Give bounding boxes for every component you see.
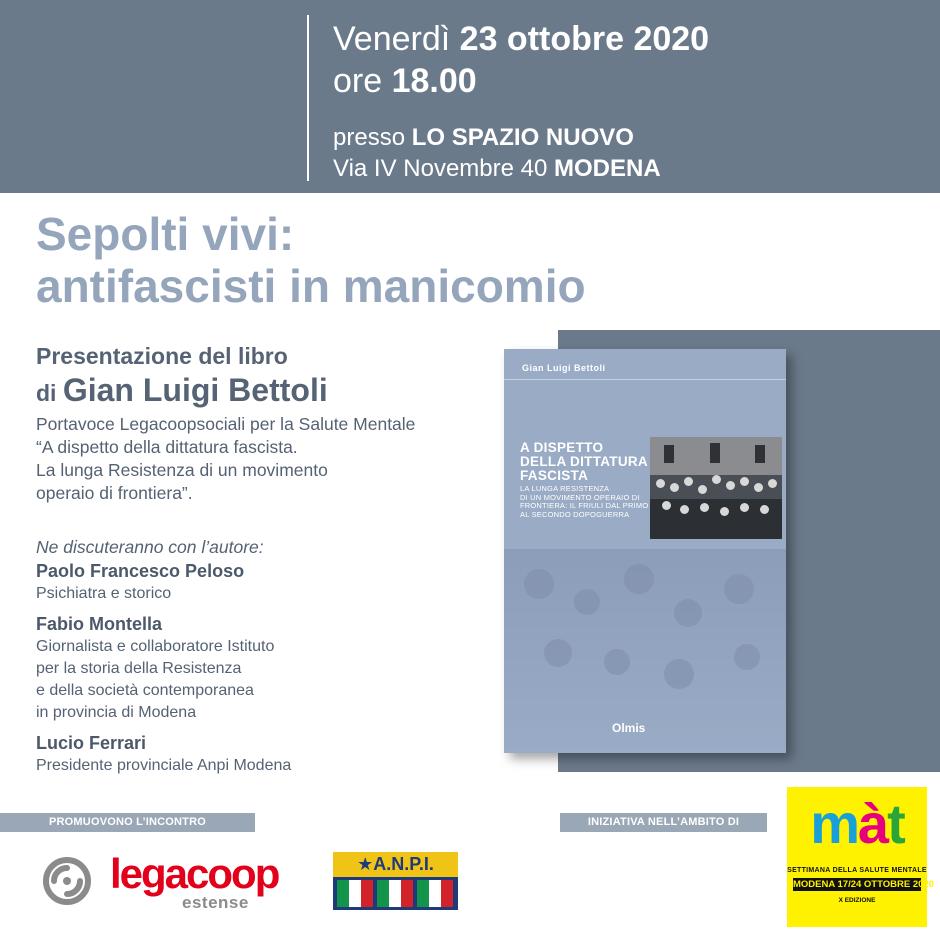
presentation-heading: Presentazione del libro: [36, 343, 288, 369]
event-address: [333, 155, 661, 183]
italy-flag-icon: [417, 880, 453, 907]
speaker: [36, 732, 456, 777]
speaker-name: Paolo Francesco Peloso: [36, 561, 245, 581]
speaker: [36, 560, 456, 605]
speaker-role: Presidente provinciale Anpi Modena: [36, 757, 292, 774]
title-line-2: antifascisti in manicomio: [36, 260, 586, 312]
page-title: [36, 208, 586, 312]
legacoop-swirl-icon: [34, 848, 100, 914]
venue-prefix: presso: [333, 124, 412, 151]
mat-tagline: SETTIMANA DELLA SALUTE MENTALE: [787, 867, 927, 874]
author-name: Gian Luigi Bettoli: [62, 372, 328, 408]
event-time: [333, 62, 477, 100]
book-subtitle: [520, 485, 648, 519]
discussion-heading: Ne discuteranno con l’autore:: [36, 537, 264, 557]
author-heading: [36, 372, 328, 409]
legacoop-logo: [34, 848, 279, 914]
book-author: Gian Luigi Bettoli: [522, 363, 606, 373]
book-cover-photo: [650, 437, 782, 539]
speaker-name: Fabio Montella: [36, 614, 162, 634]
mat-edition: X EDIZIONE: [838, 897, 876, 904]
promoters-label: PROMUOVONO L’INCONTRO: [0, 813, 255, 832]
time-prefix: ore: [333, 62, 392, 100]
legacoop-wordmark: legacoop: [110, 850, 279, 897]
header-band: [0, 0, 940, 193]
speaker: [36, 613, 456, 724]
anpi-logo: [333, 852, 458, 910]
speaker-role: Psichiatra e storico: [36, 585, 172, 602]
book-subtitle-line: FRONTIERA: IL FRIULI DAL PRIMO: [520, 501, 649, 510]
book-subtitle-line: AL SECONDO DOPOGUERRA: [520, 509, 630, 519]
italy-flag-icon: [377, 880, 413, 907]
book-publisher: Olmis: [612, 721, 646, 735]
mat-wordmark: màt: [810, 792, 904, 855]
author-prefix: di: [36, 380, 63, 406]
book-title-line: FASCISTA: [520, 468, 589, 483]
anpi-flags: [337, 880, 454, 907]
book-title: [520, 441, 648, 483]
mat-logo: [787, 787, 934, 927]
description-line: Portavoce Legacoopsociali per la Salute Mentale: [36, 414, 416, 434]
speaker-role: Giornalista e collaboratore Istituto: [36, 638, 275, 655]
book-title-line: A DISPETTO: [520, 440, 604, 455]
speaker-role: e della società contemporanea: [36, 682, 254, 699]
speaker-name: Lucio Ferrari: [36, 733, 147, 753]
event-date: [333, 20, 709, 58]
book-rule: [504, 379, 786, 380]
italy-flag-icon: [337, 880, 373, 907]
date-value: 23 ottobre 2020: [459, 20, 710, 58]
description-line: La lunga Resistenza di un movimento: [36, 460, 328, 480]
event-venue: [333, 124, 634, 152]
book-subtitle-line: LA LUNGA RESISTENZA: [520, 484, 610, 493]
book-title-line: DELLA DITTATURA: [520, 454, 648, 469]
book-cover: [504, 349, 786, 753]
title-line-1: Sepolti vivi:: [36, 208, 295, 260]
venue-name: LO SPAZIO NUOVO: [411, 124, 634, 151]
speaker-list: [36, 560, 456, 785]
book-subtitle-line: DI UN MOVIMENTO OPERAIO DI: [520, 492, 640, 502]
date-prefix: Venerdì: [333, 20, 460, 58]
description-line: operaio di frontiera”.: [36, 483, 193, 503]
description-line: “A dispetto della dittatura fascista.: [36, 437, 298, 457]
speaker-role: in provincia di Modena: [36, 704, 197, 721]
mat-dates: MODENA 17/24 OTTOBRE 2020: [793, 879, 934, 890]
address-city: MODENA: [554, 155, 661, 182]
speaker-role: per la storia della Resistenza: [36, 660, 242, 677]
book-description: [36, 413, 476, 505]
address-prefix: Via IV Novembre 40: [333, 155, 555, 182]
legacoop-subtitle: estense: [182, 893, 249, 912]
header-divider: [307, 15, 309, 181]
anpi-wordmark: ★A.N.P.I.: [357, 854, 434, 874]
time-value: 18.00: [391, 62, 477, 100]
initiative-label: INIZIATIVA NELL’AMBITO DI: [560, 813, 767, 832]
